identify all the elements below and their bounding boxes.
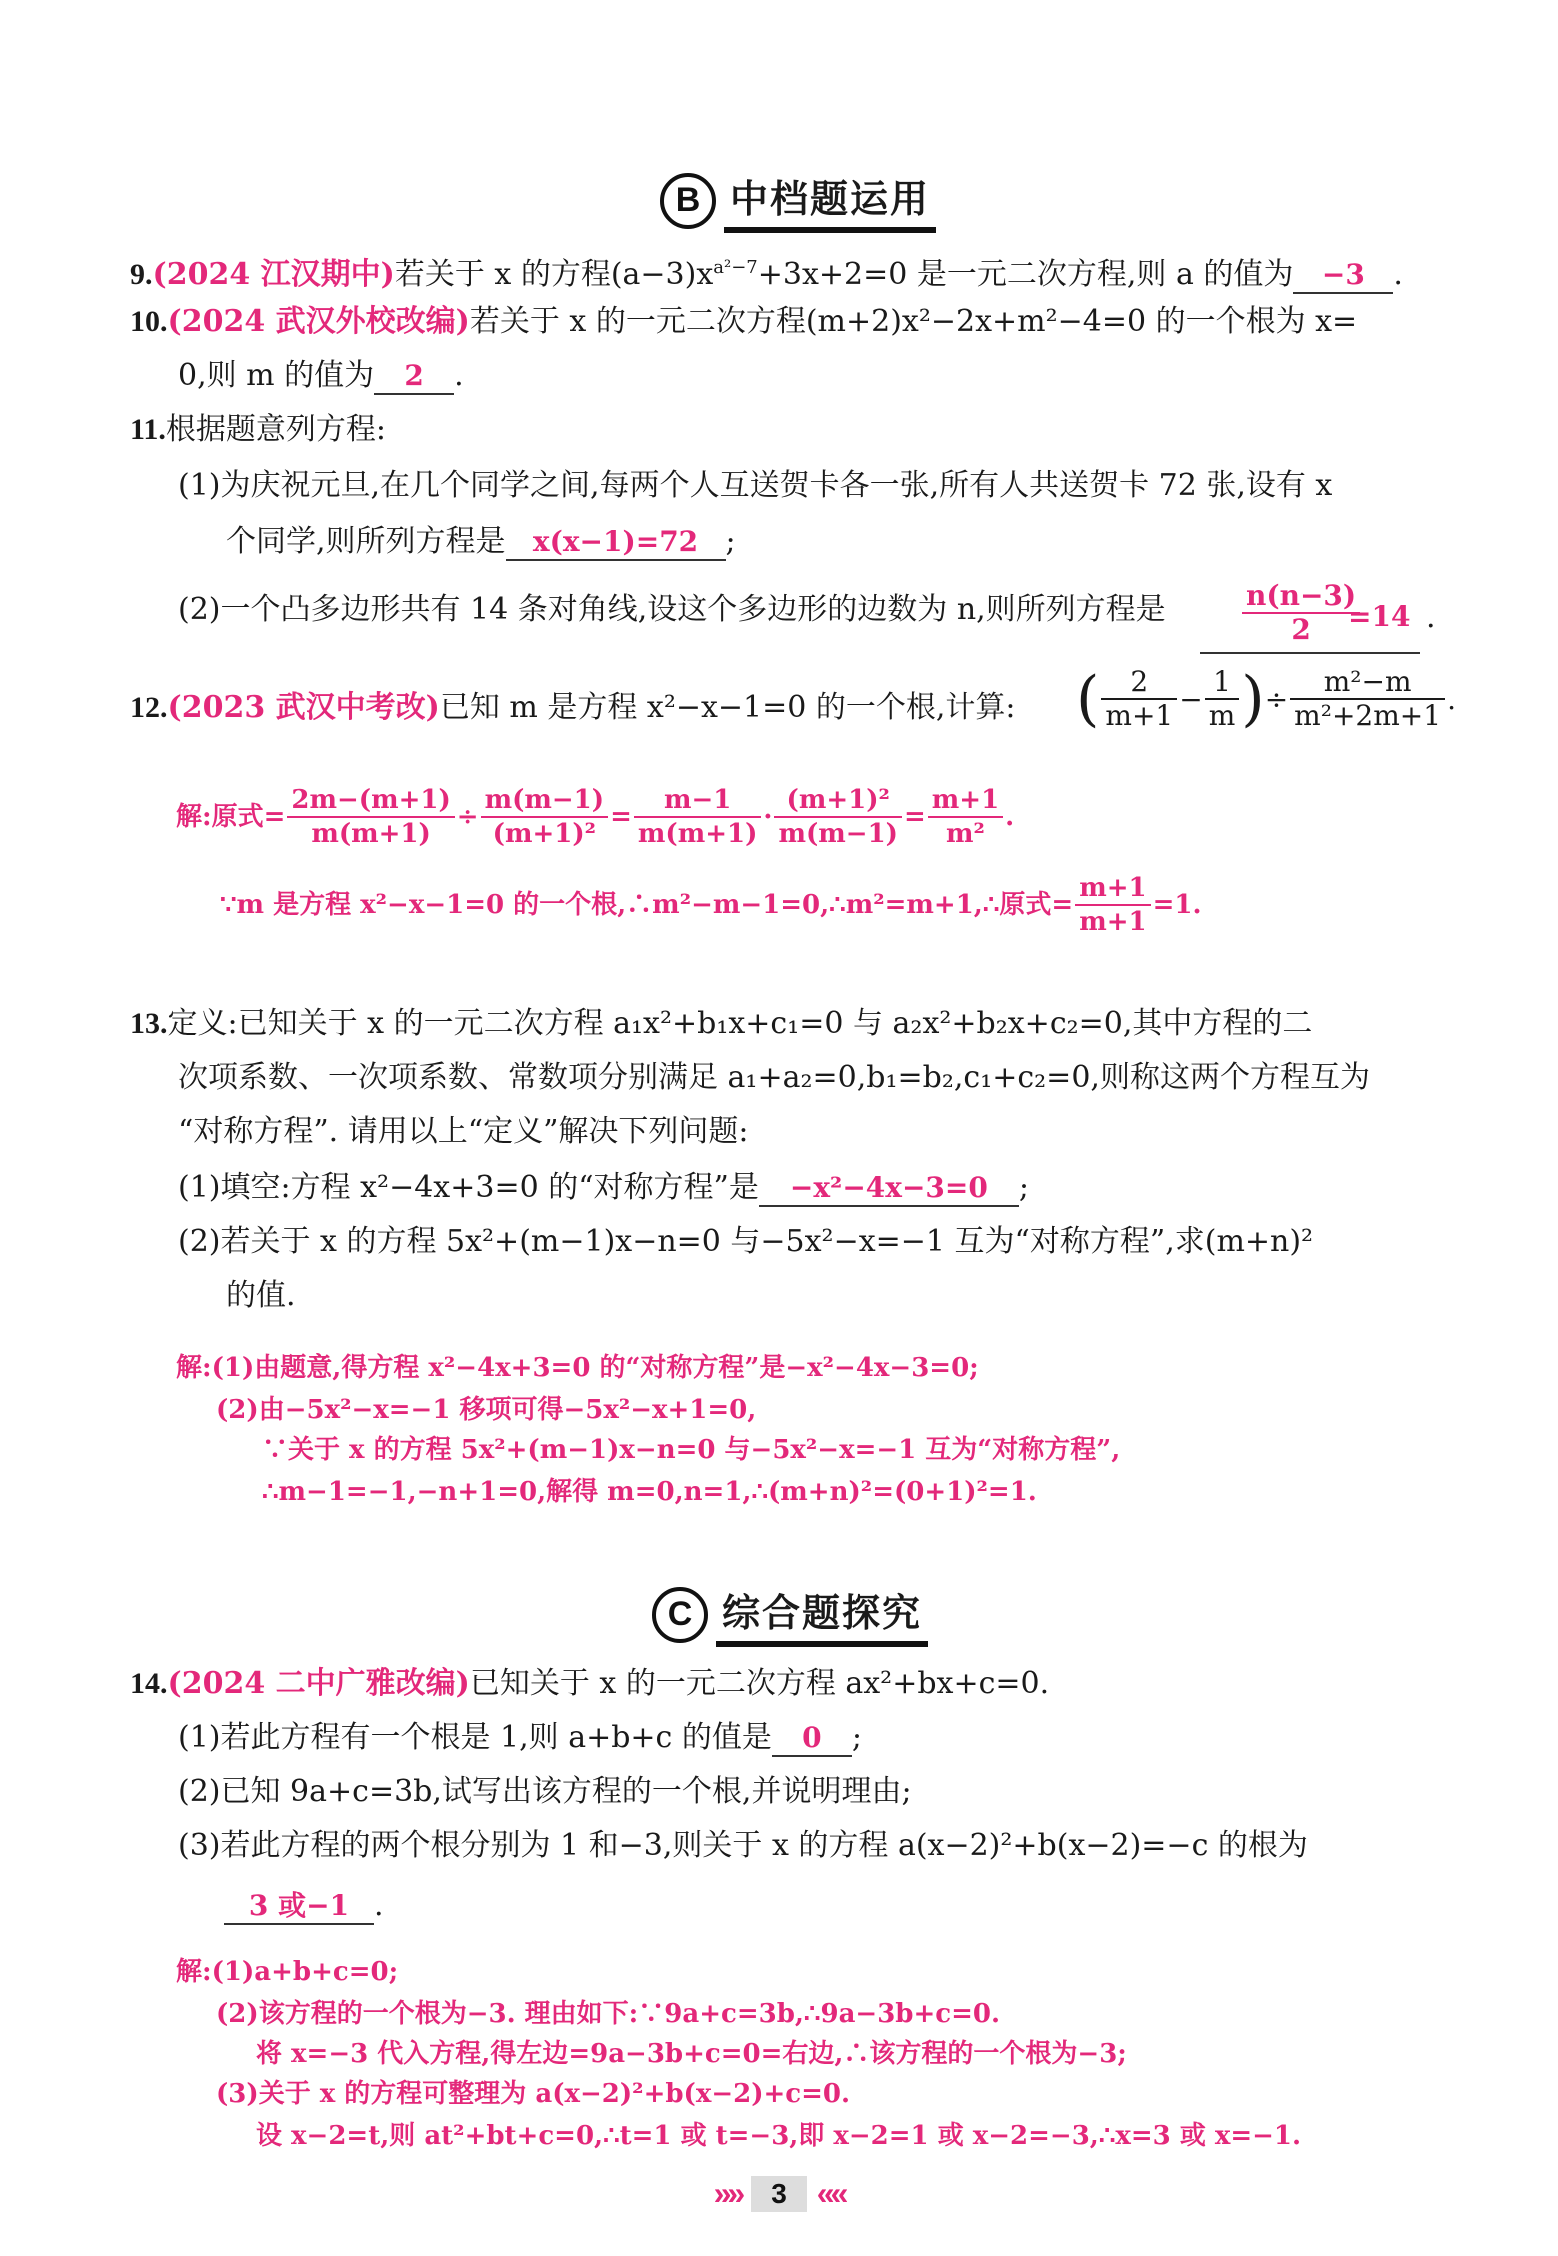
q12-sol-prefix: 解:原式=	[176, 802, 286, 832]
q14-solution-1: 解:(1)a+b+c=0;	[176, 1957, 399, 1987]
q11-line	[130, 410, 386, 450]
q12-sol-frac3-num: m−1	[634, 784, 762, 818]
q10-source: (2024 武汉外校改编)	[167, 304, 470, 339]
q11-part1-line2	[226, 522, 736, 562]
section-b-header	[660, 168, 936, 233]
q12-sol-dot: ·	[763, 802, 773, 832]
page-footer	[0, 2175, 1558, 2212]
q12-frac2-num: 1	[1205, 666, 1240, 700]
q14-part1-end: ;	[851, 1720, 863, 1755]
q13-line1	[130, 1004, 1312, 1044]
q12-frac1-num: 2	[1101, 666, 1177, 700]
q11-part2-text: (2)一个凸多边形共有 14 条对角线,设这个多边形的边数为 n,则所列方程是	[178, 592, 1166, 627]
q14-part3-end: .	[374, 1888, 384, 1923]
q14-part3-answer: 3 或−1	[248, 1889, 350, 1922]
q12-sol-end: .	[1005, 802, 1015, 832]
q11-part1-line1	[178, 466, 1332, 506]
q9-exponent: a²−7	[713, 257, 758, 278]
q12-frac2-den: m	[1208, 699, 1236, 732]
q12-frac3	[1290, 666, 1445, 732]
q9-answer-blank	[1293, 258, 1393, 294]
q11-part1-text: (1)为庆祝元旦,在几个同学之间,每两个人互送贺卡各一张,所有人共送贺卡 72 张,设有 x	[178, 468, 1333, 503]
q10-answer-blank	[374, 359, 454, 395]
section-b-title: 中档题运用	[724, 168, 936, 233]
q14-part1-blank	[772, 1721, 852, 1757]
q14-number: 14.	[130, 1667, 168, 1700]
q13-part1-blank	[759, 1171, 1019, 1207]
q13-line2: 次项系数、一次项系数、常数项分别满足 a₁+a₂=0,b₁=b₂,c₁+c₂=0,则称这两个方程互为	[178, 1060, 1370, 1095]
q14-solution-4: (3)关于 x 的方程可整理为 a(x−2)²+b(x−2)+c=0.	[216, 2079, 851, 2109]
q12-sol-frac4-num: (m+1)²	[774, 784, 902, 818]
q10-line1	[130, 302, 1357, 342]
q10-end: .	[454, 358, 464, 393]
q12-sol-eq1: =	[610, 802, 632, 832]
q14-solution-2: (2)该方程的一个根为−3. 理由如下:∵9a+c=3b,∴9a−3b+c=0.	[216, 1999, 1001, 2029]
q13-solution-3: ∵关于 x 的方程 5x²+(m−1)x−n=0 与−5x²−x=−1 互为“对称方程”,	[262, 1435, 1121, 1465]
q14-part1-answer: 0	[802, 1721, 822, 1754]
q9-source: (2024 江汉期中)	[152, 257, 395, 292]
q14-part1-text: (1)若此方程有一个根是 1,则 a+b+c 的值是	[178, 1720, 772, 1755]
q13-l1: 定义:已知关于 x 的一元二次方程 a₁x²+b₁x+c₁=0 与 a₂x²+b₂x+c₂=0,其中方程的二	[167, 1006, 1313, 1041]
q13-line3: “对称方程”. 请用以上“定义”解决下列问题:	[178, 1114, 749, 1149]
q12-right-paren: )	[1241, 664, 1265, 734]
q9-text: 若关于 x 的方程(a−3)x	[394, 257, 714, 292]
q10-number: 10.	[130, 305, 168, 338]
q12-left-paren: (	[1076, 664, 1100, 734]
q12-frac1	[1101, 666, 1177, 732]
section-c-title: 综合题探究	[716, 1582, 928, 1647]
q12-sol-frac4-den: m(m−1)	[778, 819, 898, 849]
q11-part2-answer-blank	[1200, 580, 1420, 654]
q12-number: 12.	[130, 691, 168, 724]
section-c-letter: C	[652, 1587, 708, 1643]
q14-part1	[178, 1718, 862, 1758]
q12-solution-line2	[220, 872, 1202, 938]
q9-end: .	[1393, 257, 1403, 292]
q12-frac3-den: m²+2m+1	[1294, 699, 1442, 732]
q12-sol-frac1-num: 2m−(m+1)	[287, 784, 454, 818]
q11-part1-end: ;	[725, 524, 736, 559]
q12-line	[130, 688, 1016, 728]
q13-part1	[178, 1168, 1029, 1208]
footer-right-chevrons: ««	[816, 2175, 845, 2211]
q11-part1-text2: 个同学,则所列方程是	[226, 524, 506, 559]
q9-number: 9.	[130, 258, 153, 291]
q9-answer: −3	[1321, 258, 1365, 291]
q12-sol-frac5	[928, 784, 1003, 850]
q10-answer: 2	[404, 359, 424, 392]
q11-part2-denominator: 2	[1291, 613, 1311, 646]
q11-text: 根据题意列方程:	[165, 412, 386, 447]
q12-sol-frac5-num: m+1	[928, 784, 1003, 818]
q11-part1-blank	[506, 525, 726, 561]
q12-sol-frac3-den: m(m+1)	[637, 819, 758, 849]
q12-frac2	[1205, 666, 1240, 732]
q10-text2: 0,则 m 的值为	[178, 358, 375, 393]
q12-sol-frac6-num: m+1	[1075, 872, 1150, 906]
q14-solution-3: 将 x=−3 代入方程,得左边=9a−3b+c=0=右边,∴该方程的一个根为−3;	[256, 2039, 1127, 2069]
q12-sol2-end: =1.	[1152, 890, 1202, 920]
q9-line	[130, 248, 1403, 295]
q12-sol-div: ÷	[456, 802, 479, 832]
q14-source: (2024 二中广雅改编)	[167, 1666, 470, 1701]
q14-solution-5: 设 x−2=t,则 at²+bt+c=0,∴t=1 或 t=−3,即 x−2=1 或 x−2=−3,∴x=3 或 x=−1.	[256, 2121, 1302, 2151]
section-b-letter: B	[660, 173, 716, 229]
q10-line2	[178, 356, 464, 396]
q12-sol-frac2-den: (m+1)²	[492, 819, 597, 849]
q12-source: (2023 武汉中考改)	[167, 690, 440, 725]
footer-left-chevrons: »»	[713, 2175, 742, 2211]
q12-sol-frac4	[774, 784, 902, 850]
q11-part2-numerator: n(n−3)	[1242, 580, 1360, 614]
q13-part1-answer: −x²−4x−3=0	[789, 1171, 988, 1204]
q12-expression	[1076, 666, 1456, 732]
q12-minus: −	[1179, 682, 1203, 716]
q10-text: 若关于 x 的一元二次方程(m+2)x²−2x+m²−4=0 的一个根为 x=	[469, 304, 1358, 339]
q12-sol-frac6	[1075, 872, 1150, 938]
q14-part3-answer-line	[224, 1886, 384, 1926]
q11-part2-tail: =14	[1348, 600, 1411, 633]
q13-solution-2: (2)由−5x²−x=−1 移项可得−5x²−x+1=0,	[216, 1395, 757, 1425]
q13-part1-end: ;	[1018, 1170, 1029, 1205]
q14-line	[130, 1664, 1049, 1704]
q12-divide: ÷	[1264, 682, 1289, 716]
q12-frac1-den: m+1	[1105, 699, 1174, 732]
q12-solution-line1	[176, 784, 1014, 850]
q13-solution-4: ∴m−1=−1,−n+1=0,解得 m=0,n=1,∴(m+n)²=(0+1)²=1.	[262, 1477, 1037, 1507]
q12-sol2-text: ∵m 是方程 x²−x−1=0 的一个根,∴m²−m−1=0,∴m²=m+1,∴原式=	[220, 890, 1074, 920]
q11-part2-end: .	[1426, 600, 1436, 635]
q12-frac3-num: m²−m	[1290, 666, 1445, 700]
q11-part2-fraction	[1242, 580, 1360, 646]
section-c-header	[652, 1582, 928, 1647]
q12-sol-frac3	[634, 784, 762, 850]
q14-part3: (3)若此方程的两个根分别为 1 和−3,则关于 x 的方程 a(x−2)²+b(x−2)=−c 的根为	[178, 1828, 1308, 1863]
q11-part1-answer: x(x−1)=72	[532, 525, 699, 558]
q12-sol-frac6-den: m+1	[1079, 907, 1147, 937]
q12-sol-frac2-num: m(m−1)	[481, 784, 609, 818]
q11-number: 11.	[130, 413, 166, 446]
q13-solution-1: 解:(1)由题意,得方程 x²−4x+3=0 的“对称方程”是−x²−4x−3=0;	[176, 1353, 979, 1383]
q12-sol-eq2: =	[903, 802, 926, 832]
q12-sol-frac5-den: m²	[946, 819, 985, 849]
q12-sol-frac1-den: m(m+1)	[311, 819, 431, 849]
q12-sol-frac2	[481, 784, 609, 850]
q13-part1-text: (1)填空:方程 x²−4x+3=0 的“对称方程”是	[178, 1170, 759, 1205]
q12-end: .	[1447, 682, 1456, 716]
q12-sol-frac1	[287, 784, 454, 850]
q14-text: 已知关于 x 的一元二次方程 ax²+bx+c=0.	[469, 1666, 1050, 1701]
q14-part3-blank	[224, 1889, 374, 1925]
q13-part2-line1: (2)若关于 x 的方程 5x²+(m−1)x−n=0 与−5x²−x=−1 互为“对称方程”,求(m+n)²	[178, 1224, 1314, 1259]
q14-part2: (2)已知 9a+c=3b,试写出该方程的一个根,并说明理由;	[178, 1774, 912, 1809]
q13-part2-line2: 的值.	[226, 1278, 296, 1313]
q9-text2: +3x+2=0 是一元二次方程,则 a 的值为	[757, 257, 1294, 292]
page-number: 3	[751, 2176, 807, 2212]
q13-number: 13.	[130, 1007, 168, 1040]
q11-part2-line	[178, 590, 1166, 630]
q12-text: 已知 m 是方程 x²−x−1=0 的一个根,计算:	[439, 690, 1016, 725]
